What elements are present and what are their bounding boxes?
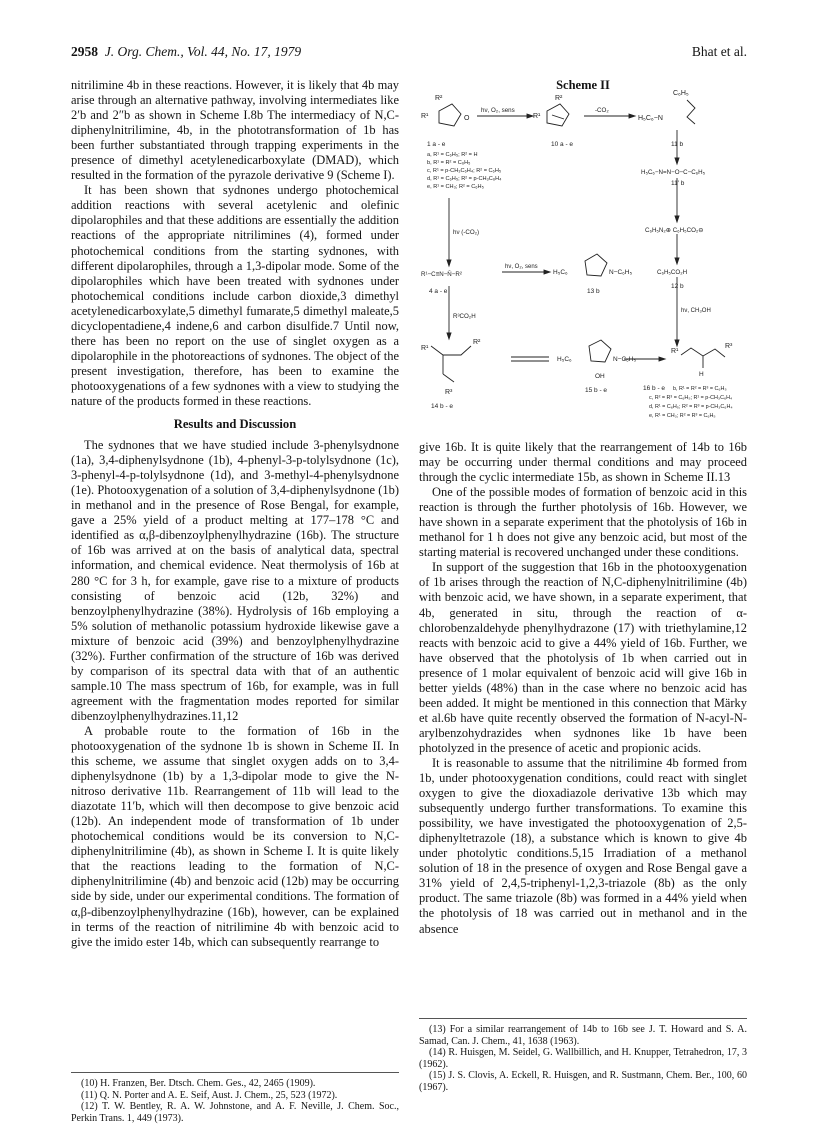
running-header [71,44,747,64]
compound-label-11p: 11′ b [671,180,685,187]
r2-label: R² [473,339,481,346]
header-authors: Bhat et al. [691,44,747,59]
ph-left-label: H₅C₆ [553,269,568,276]
footnotes-left [71,1072,399,1124]
journal-name: J. Org. Chem., Vol. 44, No. 17, 1979 [104,44,302,59]
arrow-label: -CO₂ [595,107,609,114]
r3-label: R³ [725,343,733,350]
scheme-diagram [419,78,747,433]
body-paragraph: The sydnones that we have studied include 3-phenylsydnone (1a), 3,4-diphenylsydnone (1b), 4-phenyl-3-p-tolylsydnone (1c), 3-phenyl-4-p-tolylsydnone (1d), and 3-methyl-4-phenylsydnone (1e). Photooxygenation of a solution of 3,4-diphenylsydnone (1b) in methanol and in the presence of Rose Bengal, for example, gave a 25% yield of a product melting at 177–178 °C and identified as α,β-dibenzoylphenylhydrazine (16b). The structure of 16b was arrived at on the basis of analytical data, spectral information, and chemical evidence. Neat thermolysis of 16b at 280 °C for 3 h, for example, gave rise to a mixture of products consisting of benzoic acid (12b, 32%) and benzoylphenylhydrazine (38%). Hydrolysis of 16b employing a 5% solution of methanolic potassium hydroxide likewise gave a mixture of benzoic acid (39%) and benzoylphenylhydrazine (32%). Further confirmation of the structure of 16b was derived by comparison of its spectral data with that of an authentic sample.10 The mass spectrum of 16b, for example, was in full agreement with the fragmentation modes reported for similar dibenzoylphenylhydrazines.11,12 [71,438,399,723]
header-citation [71,44,301,60]
body-paragraph: It has been shown that sydnones undergo photochemical addition reactions with several acetylenic and olefinic dipolarophiles and that these additions are essentially the addition reactions of the appropriate nitrilimines (4), formed under photochemical conditions from the starting sydnones, with different dipolarophiles, through a 1,3-dipolar mode. Some of the dipolarophiles which have been treated with sydnones under photochemical conditions include carbon dioxide,3 dimethyl acetylenedicarboxylate,5 dimethyl fumarate,5 dimethyl maleate,5 dicyclopentadiene,4 indene,6 and carbon disulfide.7 Until now, there has been no report on the use of singlet oxygen as a dipolarophile in the photoreactions of sydnones. The object of the present investigation, therefore, has been to examine the photooxygenations of a few sydnones with a view to studying the nature of the products formed in these reactions. [71,183,399,408]
ph-right-label: N−C₆H₅ [609,269,633,276]
compound-label-16: 16 b - e [643,385,666,392]
scheme-ii-figure [419,78,747,433]
substituent-line: b, R¹ = R² = R³ = C₆H₅ [673,386,727,392]
arrow-label: R³CO₂H [453,313,476,320]
compound-label-1: 1 a - e [427,141,446,148]
footnote: (12) T. W. Bentley, R. A. W. Johnstone, and A. F. Neville, J. Chem. Soc., Perkin Trans. 1, 449 (1973). [71,1101,399,1124]
substituent-line: a, R¹ = C₆H₅; R² = H [427,152,478,158]
left-column [71,78,399,950]
right-column [419,440,747,937]
r1-label: R¹ [533,113,541,120]
compound-label-14: 14 b - e [431,403,454,410]
ph-left-label: H₅C₆ [557,356,572,363]
substituent-line: b, R¹ = R² = C₆H₅ [427,160,471,166]
diazotate-formula: H₅C₆−N=N−O−C−C₆H₅ [641,169,706,176]
arrow-label: hν (-CO₂) [453,229,480,236]
body-paragraph: A probable route to the formation of 16b in the photooxygenation of the sydnone 1b is shown in Scheme II. In this scheme, we assume that singlet oxygen adds on to 3,4-diphenylsydnone (1b) by a 1,3-dipolar mode to give the N-nitroso derivative 11b. Rearrangement of 11b will lead to the diazotate 11′b, which will then decompose to give benzoic acid (12b). An independent mode of transformation of 1b under photochemical conditions would be its conversion to N,C-diphenylnitrilimine (4b), as shown in Scheme I. It is quite likely that the reactions leading to the formation of N,C-diphenylnitrilimine (4b) and benzoic acid (12b) may be occurring side by side, under our experimental conditions. The formation of α,β-dibenzoylphenylhydrazine (16b), however, can be explained in terms of the reaction of nitrilimine 4b with benzoic acid to give the imido ester 14b, which can subsequently rearrange to [71,723,399,949]
body-paragraph: In support of the suggestion that 16b in the photooxygenation of 1b arises through the reaction of N,C-diphenylnitrilimine (4b) with benzoic acid, we have shown, in a separate experiment, that 4b, generated in situ, through the reaction of α-chlorobenzaldehyde phenylhydrazone (17) with triethylamine,12 reacts with benzoic acid to give a 44% yield of 16b. Further, we have observed that the photolysis of 1b when carried out in presence of 1 molar equivalent of benzoic acid will give 16b in better yields (48%) than in the case where no benzoic acid has been added. It might be mentioned in this connection that Märky et al.6b have quite recently observed the formation of N-acyl-N-arylbenzohydrazides when sydnones like 1b have been photolyzed in the presence of acetic and propionic acids. [419,560,747,755]
arrow-label: hν, O₂, sens [505,264,538,270]
r1-label: R¹ [421,113,429,120]
substituent-line: e, R¹ = CH₃; R² = C₆H₅ [427,184,484,190]
compound-label-12: 12 b [671,283,684,290]
scheme-title: Scheme II [556,78,610,92]
arrow-label: hν, O₂, sens [481,107,515,114]
body-paragraph: nitrilimine 4b in these reactions. However, it is likely that 4b may arise through an alternative pathway, involving intermediates like 2′b and 2″b as shown in Scheme I.8b The intermediacy of N,C-diphenylnitrilimine, 4b, in the phototransformation of 1b has been further substantiated through trapping experiments in the presence of dimethyl acetylenedicarboxylate (DMAD), which resulted in the formation of the pyrazole derivative 9 (Scheme I). [71,78,399,183]
benzoic-formula: C₆H₅CO₂H [657,269,688,276]
arrow-label: hν, CH₃OH [681,308,711,314]
footnote: (10) H. Franzen, Ber. Dtsch. Chem. Ges., 42, 2465 (1909). [81,1078,316,1089]
substituent-line: e, R¹ = CH₃; R² = R³ = C₆H₅ [649,413,716,419]
substituent-line: c, R² = R³ = C₆H₅; R¹ = p-CH₃C₆H₄ [649,395,733,401]
h-label: H [699,371,704,378]
r2-label: R² [555,95,563,102]
footnote: (15) J. S. Clovis, A. Eckell, R. Huisgen, and R. Sustmann, Chem. Ber., 100, 60 (1967). [419,1070,747,1093]
r1-label: R¹ [421,345,429,352]
footnote: (14) R. Huisgen, M. Seidel, G. Wallbillich, and H. Knupper, Tetrahedron, 17, 3 (1962). [419,1047,747,1070]
compound-label-13: 13 b [587,288,600,295]
oh-label: OH [595,373,605,380]
endoperoxide-ring [547,104,569,126]
page-number: 2958 [71,44,98,59]
substituent-line: d, R¹ = C₆H₅; R² = p-CH₃C₆H₄ [427,176,502,182]
o-label: O [464,115,470,122]
footnote: (13) For a similar rearrangement of 14b to 16b see J. T. Howard and S. A. Samad, Can. J. Chem., 41, 1638 (1963). [419,1024,747,1047]
phenyl-label: C₆H₅ [673,90,689,97]
footnotes-right [419,1018,747,1094]
compound-label-15: 15 b - e [585,387,608,394]
substituent-line: c, R¹ = p-CH₃C₆H₄; R² = C₆H₅ [427,168,502,174]
diazonium-formula: C₆H₅N₂⊕ C₆H₅CO₂⊖ [645,227,704,234]
ph-right-label: N−C₆H₅ [613,356,637,363]
section-heading: Results and Discussion [173,417,297,432]
body-paragraph: One of the possible modes of formation of benzoic acid in this reaction is through the further photolysis of 16b. However, we have shown in a separate experiment that the photolysis of 16b in methanol for 1 h does not give any benzoic acid, but most of the starting material is recovered unchanged under these conditions. [419,485,747,560]
nitrilimine-formula: R¹−C≡N−N̄−R² [421,271,462,278]
compound-label-11: 11 b [671,141,684,148]
r3-label: R³ [445,389,453,396]
body-paragraph: give 16b. It is quite likely that the rearrangement of 14b to 16b may be occurring under thermal conditions and may proceed through the cyclic intermediate 15b, as shown in Scheme II.13 [419,440,747,485]
r2-label: R² [435,95,443,102]
r1-label: R¹ [671,348,679,355]
sydnone-ring [439,104,461,126]
compound-label-10: 10 a - e [551,141,574,148]
footnote: (11) Q. N. Porter and A. E. Seif, Aust. J. Chem., 25, 523 (1972). [81,1089,338,1101]
compound-label-4: 4 a - e [429,288,448,295]
body-paragraph: It is reasonable to assume that the nitrilimine 4b formed from 1b, under photooxygenation conditions, could react with singlet oxygen to give the dioxadiazole derivative 13b which may subsequently undergo further transformations. To examine this possibility, we have investigated the photooxygenation of 2,5-diphenyltetrazole (18), a substance which is known to give 4b under photolytic conditions.5,15 Irradiation of a methanol solution of 18 in the presence of oxygen and Rose Bengal gave a 31% yield of 2,4,5-triphenyl-1,2,3-triazole (8b) as the only product. The same triazole (8b) was formed in a 44% yield when the photolysis of 18 was carried out in methanol and in the absence [419,755,747,936]
substituent-line: d, R¹ = C₆H₅; R² = R³ = p-CH₃C₆H₄ [649,404,733,410]
ph-n-label: H₅C₆−N [638,115,663,122]
